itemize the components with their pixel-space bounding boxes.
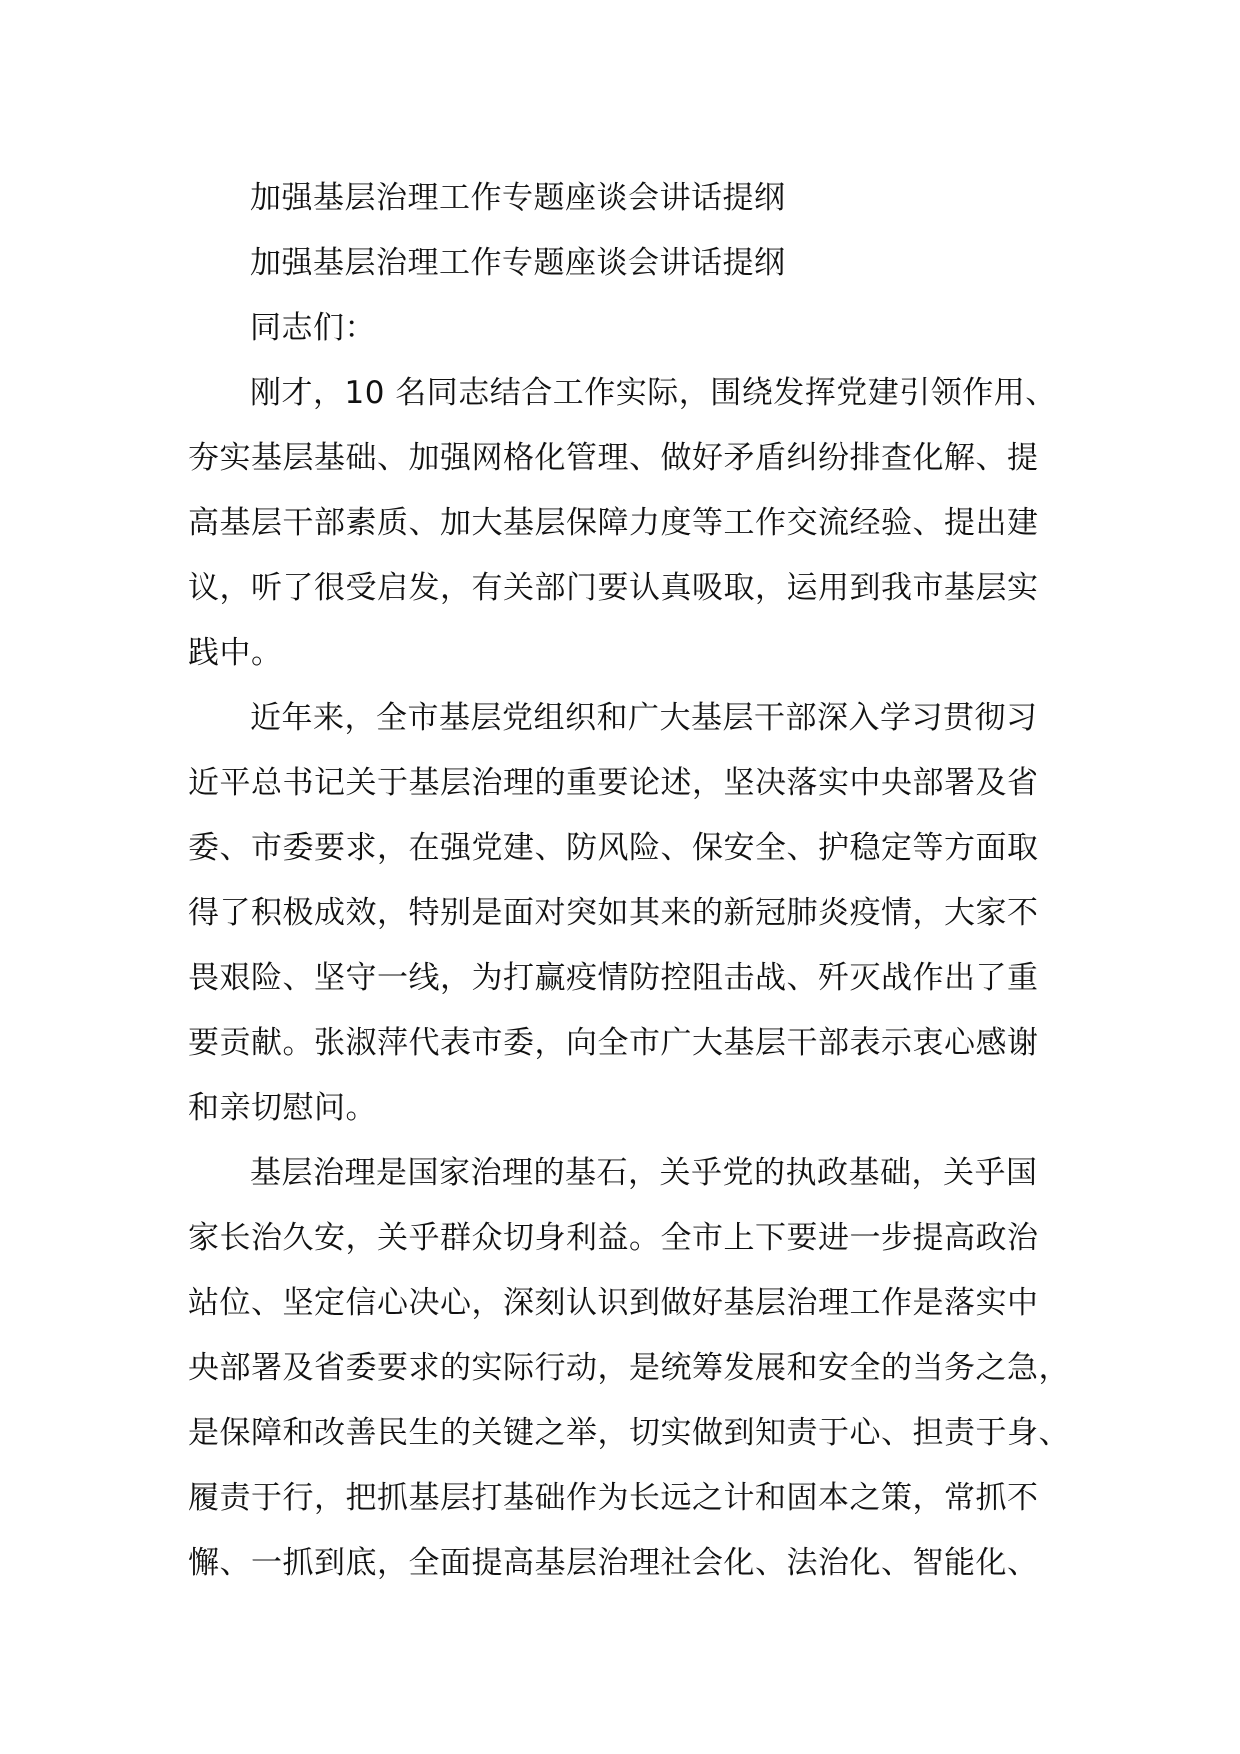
- salutation: 同志们：: [250, 310, 376, 346]
- paragraph-line: 央部署及省委要求的实际行动，是统筹发展和安全的当务之急，: [188, 1350, 1070, 1386]
- paragraph-line: 家长治久安，关乎群众切身利益。全市上下要进一步提高政治: [188, 1220, 1039, 1256]
- paragraph-line: 近年来，全市基层党组织和广大基层干部深入学习贯彻习: [250, 700, 1038, 736]
- paragraph-line: 是保障和改善民生的关键之举，切实做到知责于心、担责于身、: [188, 1415, 1070, 1451]
- paragraph-2: [188, 686, 1052, 1141]
- document-body: [188, 166, 1070, 1596]
- paragraph-line: 畏艰险、坚守一线，为打赢疫情防控阻击战、歼灭战作出了重: [188, 960, 1039, 996]
- paragraph-line: 站位、坚定信心决心，深刻认识到做好基层治理工作是落实中: [188, 1285, 1039, 1321]
- paragraph-line: 基层治理是国家治理的基石，关乎党的执政基础，关乎国: [250, 1155, 1038, 1191]
- paragraph-line: 刚才，10 名同志结合工作实际，围绕发挥党建引领作用、: [250, 375, 1057, 411]
- document-subtitle: 加强基层治理工作专题座谈会讲话提纲: [250, 245, 786, 281]
- paragraph-line: 近平总书记关于基层治理的重要论述，坚决落实中央部署及省: [188, 765, 1039, 801]
- paragraph-line: 履责于行，把抓基层打基础作为长远之计和固本之策，常抓不: [188, 1480, 1039, 1516]
- paragraph-line: 得了积极成效，特别是面对突如其来的新冠肺炎疫情，大家不: [188, 895, 1039, 931]
- paragraph-line: 委、市委要求，在强党建、防风险、保安全、护稳定等方面取: [188, 830, 1039, 866]
- paragraph-3: [188, 1141, 1070, 1596]
- paragraph-line: 夯实基层基础、加强网格化管理、做好矛盾纠纷排查化解、提: [188, 440, 1039, 476]
- paragraph-line: 高基层干部素质、加大基层保障力度等工作交流经验、提出建: [188, 505, 1039, 541]
- paragraph-line: 议，听了很受启发，有关部门要认真吸取，运用到我市基层实: [188, 570, 1039, 606]
- paragraph-line: 和亲切慰问。: [188, 1090, 377, 1126]
- paragraph-line: 践中。: [188, 635, 283, 671]
- paragraph-line: 要贡献。张淑萍代表市委，向全市广大基层干部表示衷心感谢: [188, 1025, 1039, 1061]
- paragraph-1: [188, 361, 1057, 686]
- document-title: 加强基层治理工作专题座谈会讲话提纲: [250, 180, 786, 216]
- paragraph-line: 懈、一抓到底，全面提高基层治理社会化、法治化、智能化、: [188, 1545, 1039, 1581]
